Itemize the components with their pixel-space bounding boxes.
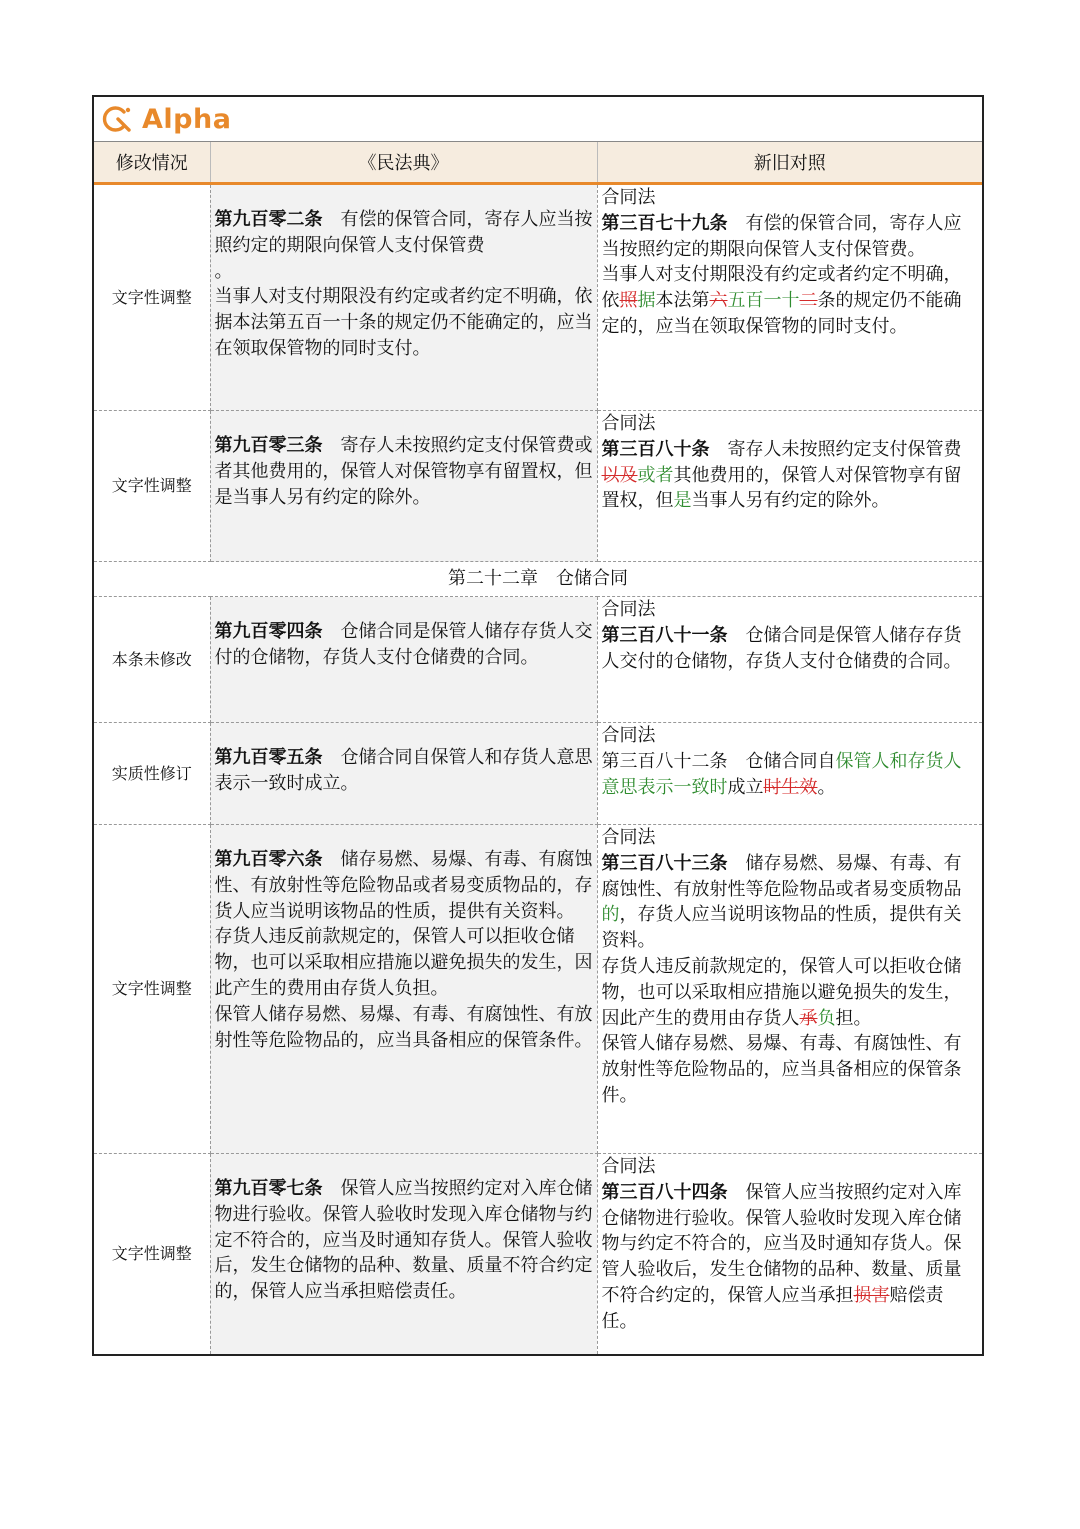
old-article-text: 第三百八十四条 保管人应当按照约定对入库仓储物进行验收。保管人验收时发现入库仓储物与约定不符合的，应当及时通知存货人。保管人验收后，发生仓储物的品种、数量、质量不符合约定的，保管人应当承担损害赔偿责任。 — [601, 1181, 962, 1332]
old-article-text: 仓储合同是保管人储存存货人交付的仓储物，存货人支付仓储费的合同。 — [601, 624, 962, 672]
article-text: 。 — [214, 260, 233, 282]
table-row — [94, 723, 982, 825]
table-row — [94, 597, 982, 723]
table-header-row — [94, 142, 982, 184]
chapter-row — [94, 562, 982, 597]
status-label: 文字性调整 — [94, 411, 210, 562]
old-article-text: 保管人储存易燃、易爆、有毒、有腐蚀性、有放射性等危险物品的，应当具备相应的保管条件。 — [601, 1033, 962, 1106]
deleted-text: 损害 — [853, 1284, 890, 1306]
deleted-text: 承 — [799, 1007, 818, 1029]
header-comparison: 新旧对照 — [597, 142, 982, 184]
civil-code-cell — [210, 184, 597, 411]
status-label: 文字性调整 — [94, 184, 210, 411]
added-text: 的 — [601, 904, 620, 926]
status-label: 文字性调整 — [94, 825, 210, 1154]
old-article-text: 存货人违反前款规定的，保管人可以拒收仓储物，也可以采取相应措施以避免损失的发生，因此产生的费用由存货人承负担。 — [601, 955, 962, 1029]
alpha-logo-icon — [102, 104, 132, 134]
table-row — [94, 411, 982, 562]
article-text: 储存易燃、易爆、有毒、有腐蚀性、有放射性等危险物品或者易变质物品的，存货人应当说明该物品的性质，提供有关资料。 — [214, 849, 593, 922]
deleted-text: 二 — [799, 290, 818, 312]
old-law-name: 合同法 — [601, 413, 656, 434]
article-text: 仓储合同自保管人和存货人意思表示一致时成立。 — [214, 747, 593, 794]
article-number: 第九百零六条 — [214, 849, 323, 870]
article-text: 有偿的保管合同，寄存人应当按照约定的期限向保管人支付保管费 — [214, 209, 593, 256]
old-article-text: 第三百八十条 寄存人未按照约定支付保管费以及或者其他费用的，保管人对保管物享有留置权，但是当事人另有约定的除外。 — [601, 438, 962, 512]
comparison-cell — [597, 411, 982, 562]
table-row — [94, 184, 982, 411]
old-article-text: 第三百八十三条 储存易燃、易爆、有毒、有腐蚀性、有放射性等危险物品或者易变质物品的，存货人应当说明该物品的性质，提供有关资料。 — [601, 852, 962, 952]
article-text: 仓储合同是保管人储存存货人交付的仓储物，存货人支付仓储费的合同。 — [214, 621, 593, 668]
header-civil-code: 《民法典》 — [210, 142, 597, 184]
article-text: 寄存人未按照约定支付保管费或者其他费用的，保管人对保管物享有留置权，但是当事人另有约定的除外。 — [214, 435, 593, 508]
article-number: 第九百零三条 — [214, 435, 323, 456]
civil-code-cell — [210, 411, 597, 562]
brand-header — [94, 97, 982, 142]
header-status: 修改情况 — [94, 142, 210, 184]
civil-code-cell — [210, 1154, 597, 1354]
old-article-number: 第三百七十九条 — [601, 212, 728, 234]
article-text: 保管人储存易燃、易爆、有毒、有腐蚀性、有放射性等危险物品的，应当具备相应的保管条件。 — [214, 1003, 593, 1051]
article-number: 第九百零四条 — [214, 621, 323, 642]
deleted-text: 时生效 — [763, 776, 818, 798]
article-text: 当事人对支付期限没有约定或者约定不明确，依据本法第五百一十条的规定仍不能确定的，应当在领取保管物的同时支付。 — [214, 286, 593, 359]
added-text: 负 — [817, 1007, 836, 1029]
comparison-cell — [597, 184, 982, 411]
article-number: 第九百零七条 — [214, 1178, 323, 1199]
old-article-number: 第三百八十一条 — [601, 624, 728, 646]
old-article-text: 第三百八十二条 仓储合同自保管人和存货人意思表示一致时成立时生效。 — [601, 750, 962, 798]
table-row — [94, 1154, 982, 1354]
old-law-name: 合同法 — [601, 725, 656, 746]
comparison-cell — [597, 723, 982, 825]
article-number: 第九百零二条 — [214, 209, 323, 230]
old-law-name: 合同法 — [601, 827, 656, 848]
brand-name: Alpha — [142, 103, 232, 135]
article-text: 存货人违反前款规定的，保管人可以拒收仓储物，也可以采取相应措施以避免损失的发生，因此产生的费用由存货人负担。 — [214, 926, 593, 999]
added-text: 据 — [637, 290, 656, 312]
deleted-text: 六 — [709, 290, 728, 312]
comparison-document — [92, 95, 984, 1356]
article-text: 保管人应当按照约定对入库仓储物进行验收。保管人验收时发现入库仓储物与约定不符合的，应当及时通知存货人。保管人验收后，发生仓储物的品种、数量、质量不符合约定的，保管人应当承担赔偿责任。 — [214, 1178, 593, 1303]
old-article-text: 有偿的保管合同，寄存人应当按照约定的期限向保管人支付保管费。 — [601, 212, 962, 260]
status-label: 文字性调整 — [94, 1154, 210, 1354]
comparison-table — [94, 142, 982, 1354]
chapter-title: 第二十二章 仓储合同 — [94, 562, 982, 597]
old-law-name: 合同法 — [601, 599, 656, 620]
status-label: 实质性修订 — [94, 723, 210, 825]
added-text: 保管人和存货人意思表示一致时 — [601, 750, 962, 798]
status-label: 本条未修改 — [94, 597, 210, 723]
deleted-text: 照 — [619, 290, 638, 312]
added-text: 是 — [673, 490, 692, 512]
deleted-text: 以及 — [601, 464, 638, 486]
comparison-cell — [597, 1154, 982, 1354]
table-row — [94, 825, 982, 1154]
comparison-cell — [597, 825, 982, 1154]
added-text: 或者 — [637, 464, 674, 486]
old-law-name: 合同法 — [601, 187, 656, 208]
comparison-cell — [597, 597, 982, 723]
old-law-name: 合同法 — [601, 1156, 656, 1177]
civil-code-cell — [210, 825, 597, 1154]
civil-code-cell — [210, 597, 597, 723]
article-number: 第九百零五条 — [214, 747, 323, 768]
civil-code-cell — [210, 723, 597, 825]
added-text: 五百一十 — [727, 290, 800, 312]
old-article-text: 当事人对支付期限没有约定或者约定不明确，依照据本法第六五百一十二条的规定仍不能确定的，应当在领取保管物的同时支付。 — [601, 264, 962, 337]
